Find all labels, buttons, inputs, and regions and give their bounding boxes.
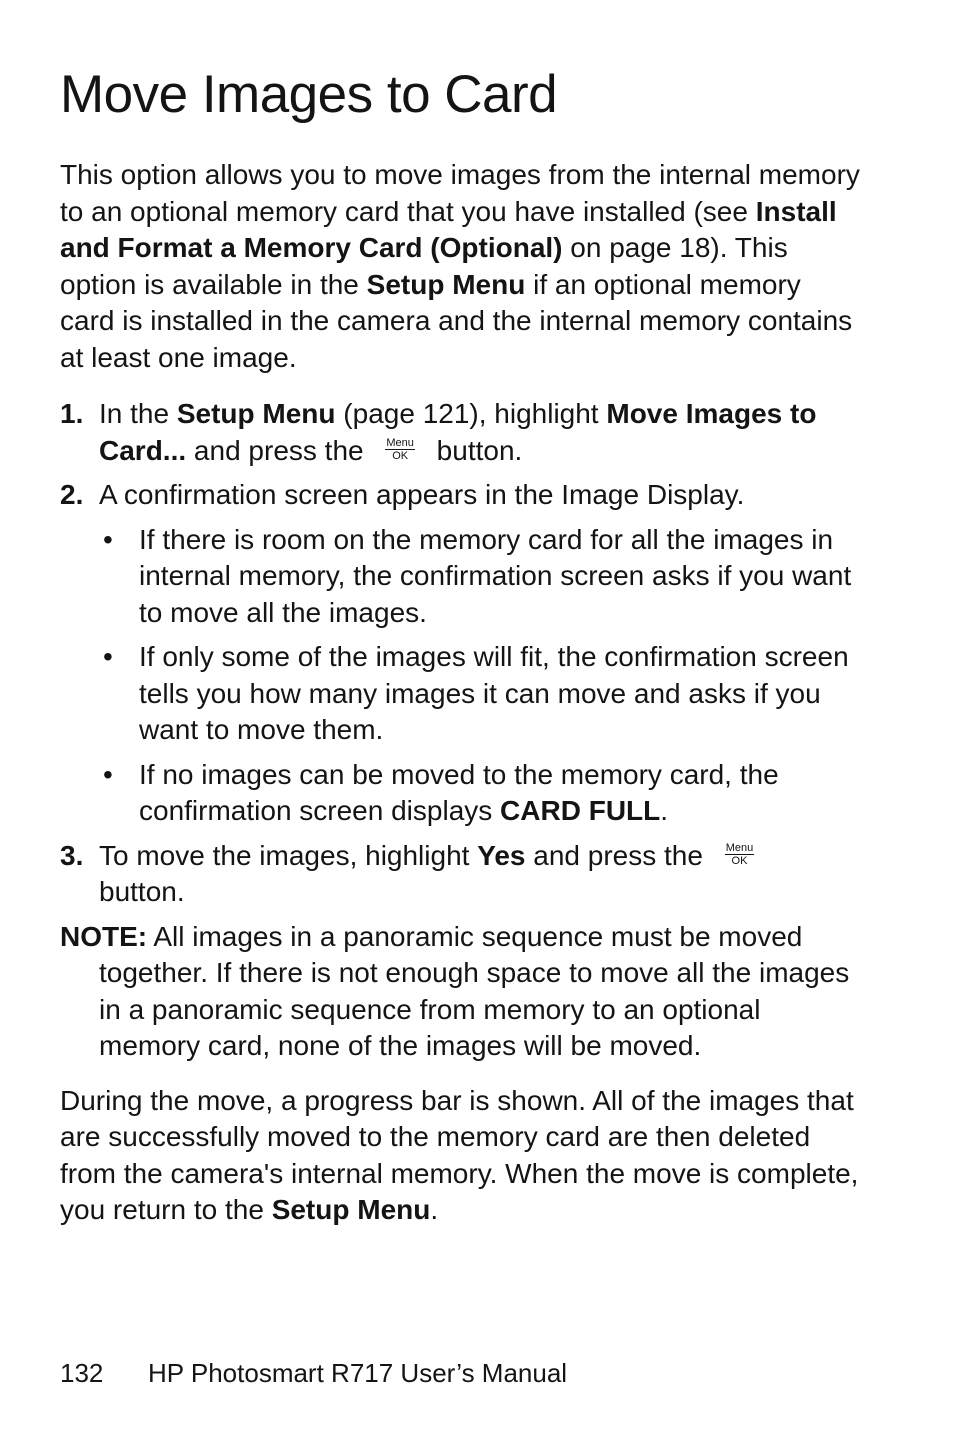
step-number: 3.	[60, 839, 84, 871]
bullet-dot: •	[103, 523, 113, 555]
bullet-dot: •	[103, 758, 113, 790]
bullet-text: If there is room on the memory card for all the images in internal memory, the confirmation screen asks if you want to move all the images.	[139, 523, 852, 628]
install-format-link-text: Install and Format a Memory Card (Optional)	[60, 195, 837, 263]
menu-ok-bottom-label: OK	[392, 449, 409, 462]
steps-list	[60, 396, 860, 911]
step-2-text: A confirmation screen appears in the Image Display.	[99, 479, 745, 510]
bullet-item	[99, 757, 860, 830]
step-1-text-3: and press the	[186, 434, 372, 466]
note-label: NOTE:	[60, 920, 148, 952]
page-content	[60, 60, 860, 1229]
page-title: Move Images to Card	[60, 65, 558, 124]
step-1-text-1: In the	[99, 398, 177, 429]
page-number: 132	[60, 1358, 104, 1388]
bullet-text: If only some of the images will fit, the confirmation screen tells you how many images it can move and asks if you want to move them.	[139, 641, 849, 745]
step-1-move-images-item: Move Images to Card...	[99, 398, 817, 466]
step-number: 2.	[60, 479, 84, 510]
step-1-text-2: (page 121), highlight	[335, 398, 607, 429]
intro-text-3: if an optional memory card is installed in the camera and the internal memory contains at least one image.	[60, 268, 853, 373]
setup-menu-text: Setup Menu	[366, 268, 526, 300]
closing-text-2: .	[430, 1194, 439, 1225]
step-3-yes: Yes	[477, 839, 526, 871]
step-3-text-2: and press the	[525, 839, 711, 871]
bullet-item	[99, 639, 860, 749]
menu-ok-top-label: Menu	[725, 841, 754, 854]
bullet-text: If no images can be moved to the memory card, the confirmation screen displays	[139, 758, 779, 826]
intro-text-1: This option allows you to move images from the internal memory to an optional memory card that you have installed (see	[60, 159, 860, 227]
manual-title: HP Photosmart R717 User’s Manual	[148, 1358, 568, 1388]
bullet-dot: •	[103, 641, 113, 672]
step-3-text-3: button.	[99, 876, 185, 907]
note-text: All images in a panoramic sequence must be moved together. If there is not enough space to move all the images in a panoramic sequence from memory to an optional memory card, none of the images will be moved.	[99, 920, 850, 1061]
intro-text-2: on page 18). This option is available in the	[60, 232, 788, 300]
menu-ok-button-icon	[725, 842, 755, 867]
step-number: 1.	[60, 398, 84, 429]
closing-setup-menu: Setup Menu	[271, 1194, 431, 1225]
step-2	[60, 477, 860, 830]
note-paragraph	[60, 919, 860, 1065]
closing-text-1: During the move, a progress bar is shown. All of the images that are successfully moved to the memory card are then deleted from the camera's internal memory. When the move is complete, you return to the	[60, 1084, 859, 1225]
intro-paragraph	[60, 157, 860, 376]
closing-paragraph	[60, 1083, 860, 1229]
card-full-text: CARD FULL	[500, 795, 661, 826]
menu-ok-bottom-label: OK	[731, 854, 748, 867]
bullet-text-end: .	[660, 795, 669, 826]
step-3	[60, 838, 860, 911]
step-1-setup-menu: Setup Menu	[176, 398, 336, 429]
step-1-text-4: button.	[428, 434, 523, 466]
page-footer	[60, 1358, 567, 1388]
menu-ok-button-icon	[385, 437, 415, 462]
menu-ok-top-label: Menu	[386, 436, 414, 449]
step-3-text-1: To move the images, highlight	[99, 839, 478, 871]
step-1	[60, 396, 860, 469]
bullet-item	[99, 522, 860, 632]
step-2-bullets	[99, 522, 860, 830]
